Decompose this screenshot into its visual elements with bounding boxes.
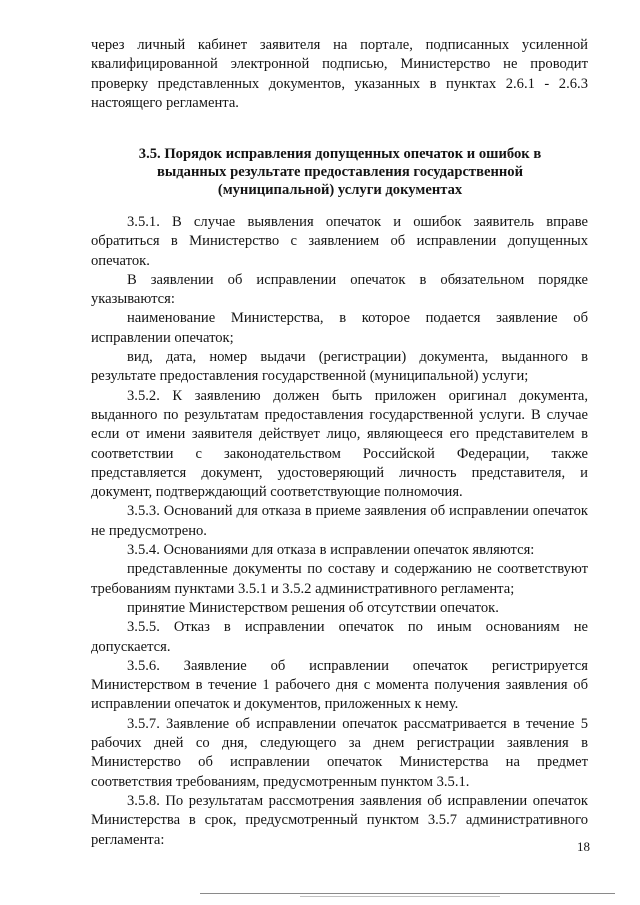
paragraph-no-typos-reason: принятие Министерством решения об отсутствии опечаток. <box>127 599 499 616</box>
paragraph-ministry-name: наименование Министерства, в которое подается заявление об исправлении опечаток; <box>91 310 588 346</box>
paragraph-3-5-6: 3.5.6. Заявление об исправлении опечаток регистрируется Министерством в течение 1 рабочего дня с момента получения заявления об исправлении опечаток и документов, приложенных к нему. <box>91 657 588 713</box>
paragraph-3-5-3: 3.5.3. Оснований для отказа в приеме заявления об исправлении опечаток не предусмотрено. <box>91 503 588 539</box>
scan-edge-line-secondary <box>300 896 500 897</box>
paragraph-3-5-5: 3.5.5. Отказ в исправлении опечаток по иным основаниям не допускается. <box>91 619 588 655</box>
paragraph-3-5-7: 3.5.7. Заявление об исправлении опечаток рассматривается в течение 5 рабочих дней со дня, следующего за днем регистрации заявления в Министерство об исправлении опечаток Министерства на предмет соответствия требованиям, предусмотренным пунктом 3.5.1. <box>91 715 588 790</box>
intro-text <box>91 36 588 113</box>
section-heading: 3.5. Порядок исправления допущенных опечаток и ошибок в выданных результате предоставления государственной (муниципальной) услуги документах <box>138 146 542 198</box>
paragraph-3-5-4: 3.5.4. Основаниями для отказа в исправлении опечаток являются: <box>127 542 535 559</box>
page-number: 18 <box>577 839 590 854</box>
paragraph-3-5-1: 3.5.1. В случае выявления опечаток и ошибок заявитель вправе обратиться в Министерство с заявлением об исправлении допущенных опечаток. <box>91 214 588 269</box>
paragraph-3-5-8: 3.5.8. По результатам рассмотрения заявления об исправлении опечаток Министерства в срок, предусмотренный пунктом 3.5.7 административного регламента: <box>91 792 588 848</box>
paragraph-document-details: вид, дата, номер выдачи (регистрации) документа, выданного в результате предоставления государственной (муниципальной) услуги; <box>91 349 588 385</box>
body-text <box>91 213 588 850</box>
paragraph-mismatch-reason: представленные документы по составу и содержанию не соответствуют требованиям пунктами 3.5.1 и 3.5.2 административного регламента; <box>91 561 588 597</box>
scan-edge-line <box>200 893 615 894</box>
paragraph-application-contents: В заявлении об исправлении опечаток в обязательном порядке указываются: <box>91 271 588 308</box>
intro-paragraph: через личный кабинет заявителя на портале, подписанных усиленной квалифицированной электронной подписью, Министерство не проводит проверку представленных документов, указанных в пунктах 2.6.1 - 2.6.3 настоящего регламента. <box>91 37 588 111</box>
paragraph-3-5-2: 3.5.2. К заявлению должен быть приложен оригинал документа, выданного по результатам предоставления государственной услуги. В случае если от имени заявителя действует лицо, являющееся его представителем в соответствии с законодательством Российской Федерации, также представляется документ, удостоверяющий личность представителя, и документ, подтверждающий соответствующие полномочия. <box>91 387 588 501</box>
